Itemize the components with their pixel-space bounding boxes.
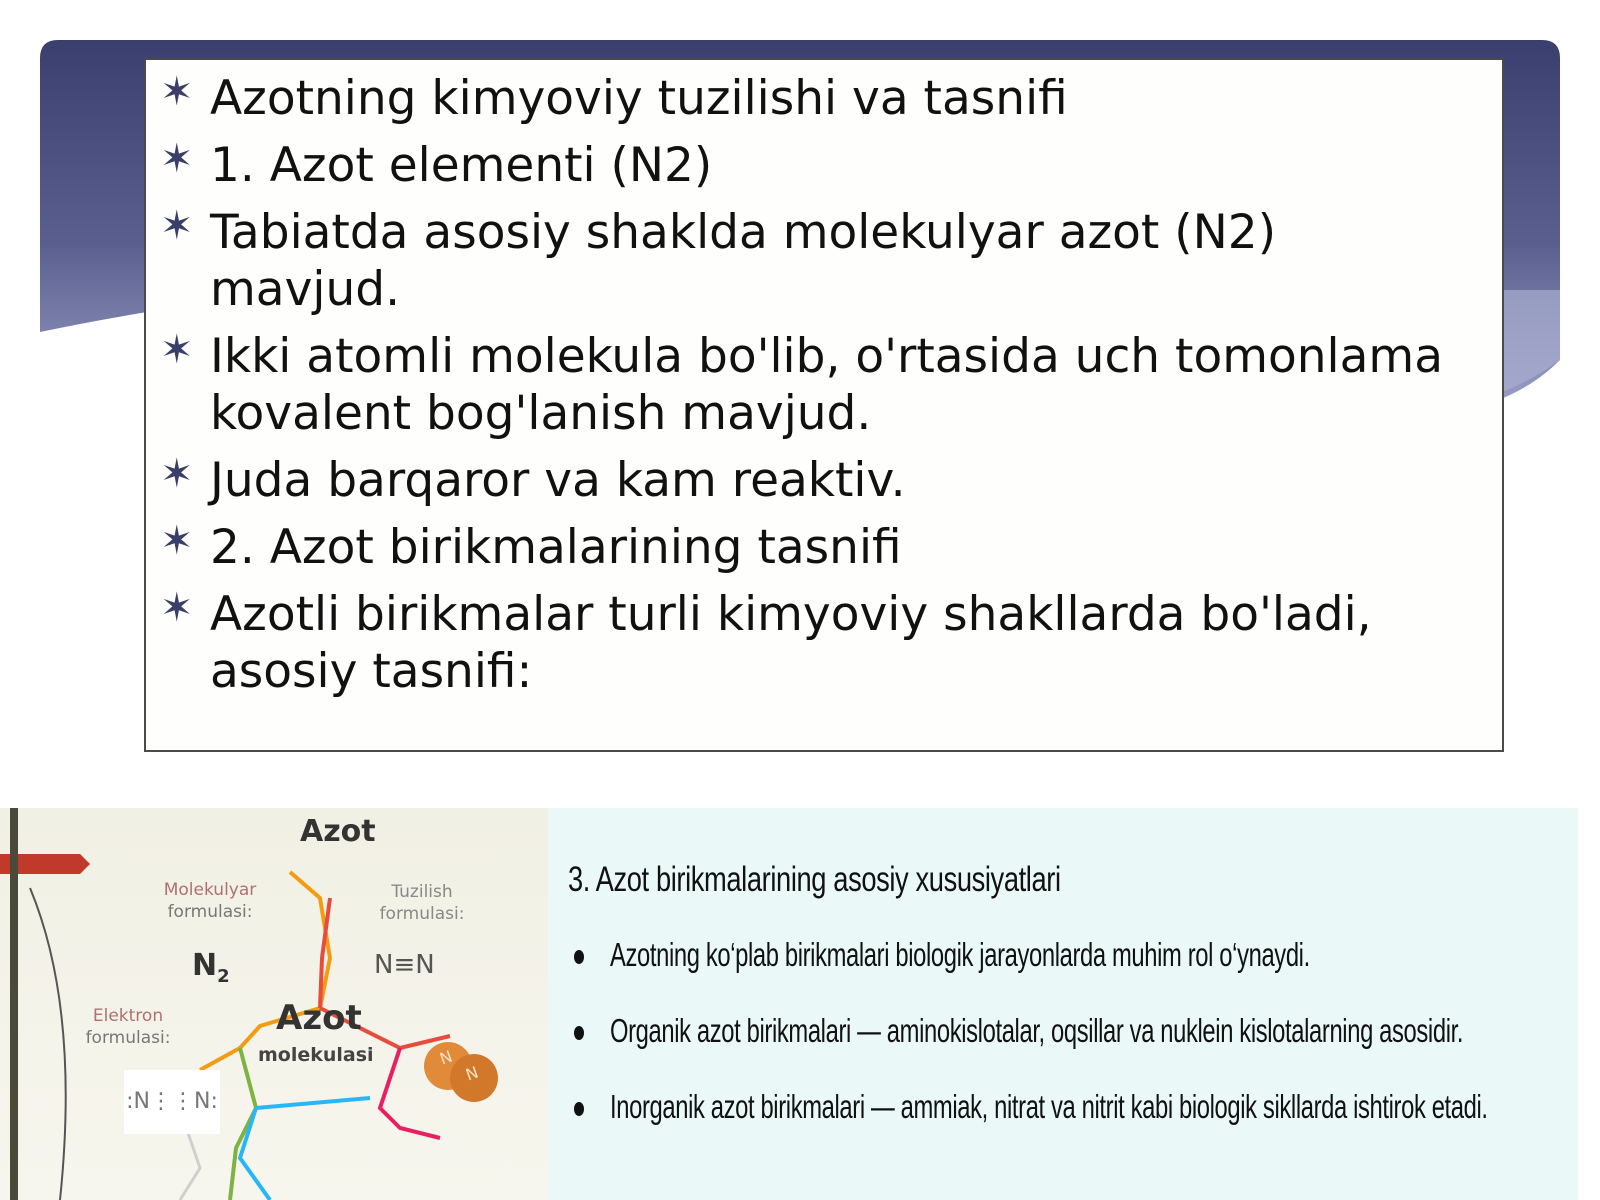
asterisk-bullet-icon: ✶ (160, 136, 194, 182)
asterisk-bullet-icon: ✶ (160, 585, 194, 631)
molecular-formula-symbol: N (192, 948, 218, 983)
bullet-item (146, 519, 1502, 576)
molecular-formula-subscript: 2 (217, 966, 230, 987)
bullet-dot-icon (574, 1026, 584, 1040)
properties-title: 3. Azot birikmalarining asosiy xususiyatlari (568, 860, 1061, 899)
molecular-formula (192, 948, 230, 987)
asterisk-bullet-icon: ✶ (160, 69, 194, 115)
atom-label: N (463, 1062, 481, 1085)
bullet-text: 2. Azot birikmalarining tasnifi (210, 520, 902, 575)
diagram-lines (0, 808, 548, 1200)
structure-formula-label-line1: Tuzilish (391, 882, 453, 902)
molecular-formula-label-line2: formulasi: (167, 902, 253, 922)
bullet-item (146, 70, 1502, 127)
bullet-item (146, 586, 1502, 700)
properties-item-text: Organik azot birikmalari — aminokislotalar, oqsillar va nuklein kislotalarning asosidir. (610, 1012, 1464, 1049)
electron-formula: :N⋮⋮N: (124, 1070, 220, 1134)
molecular-formula-label-line1: Molekulyar (163, 880, 257, 900)
bullet-item (146, 137, 1502, 194)
electron-formula-label-line1: Elektron (92, 1006, 164, 1026)
bullet-text: Azotli birikmalar turli kimyoviy shakllarda bo'ladi, asosiy tasnifi: (210, 587, 1372, 699)
diagram-title: Azot (300, 814, 376, 849)
bullet-text: Tabiatda asosiy shaklda molekulyar azot (N2) mavjud. (210, 205, 1277, 317)
bullet-list (146, 60, 1502, 700)
properties-item-text: Inorganik azot birikmalari — ammiak, nitrat va nitrit kabi biologik sikllarda ishtirok etadi. (610, 1088, 1488, 1125)
asterisk-bullet-icon: ✶ (160, 203, 194, 249)
center-subtitle: molekulasi (258, 1044, 374, 1066)
bullet-item (146, 328, 1502, 442)
asterisk-bullet-icon: ✶ (160, 451, 194, 497)
bullet-text: Ikki atomli molekula bo'lib, o'rtasida uch tomonlama kovalent bog'lanish mavjud. (210, 329, 1443, 441)
structure-formula: N≡N (374, 950, 435, 980)
bullet-text: Azotning kimyoviy tuzilishi va tasnifi (210, 71, 1068, 126)
bullet-dot-icon (574, 1102, 584, 1116)
asterisk-bullet-icon: ✶ (160, 327, 194, 373)
properties-panel (548, 808, 1578, 1200)
properties-item-text: Azotning ko‘plab birikmalari biologik jarayonlarda muhim rol o‘ynaydi. (610, 936, 1310, 973)
bullet-item (146, 452, 1502, 509)
bullet-item (146, 204, 1502, 318)
atom-label: N (437, 1046, 455, 1069)
bullet-text: 1. Azot elementi (N2) (210, 138, 713, 193)
bullet-dot-icon (574, 950, 584, 964)
electron-formula-label-line2: formulasi: (85, 1028, 171, 1048)
center-title: Azot (276, 998, 362, 1038)
structure-formula-label-line2: formulasi: (379, 904, 465, 924)
asterisk-bullet-icon: ✶ (160, 518, 194, 564)
bullet-text-box (144, 58, 1504, 752)
bullet-text: Juda barqaror va kam reaktiv. (210, 453, 906, 508)
nitrogen-molecule-diagram (0, 808, 548, 1200)
